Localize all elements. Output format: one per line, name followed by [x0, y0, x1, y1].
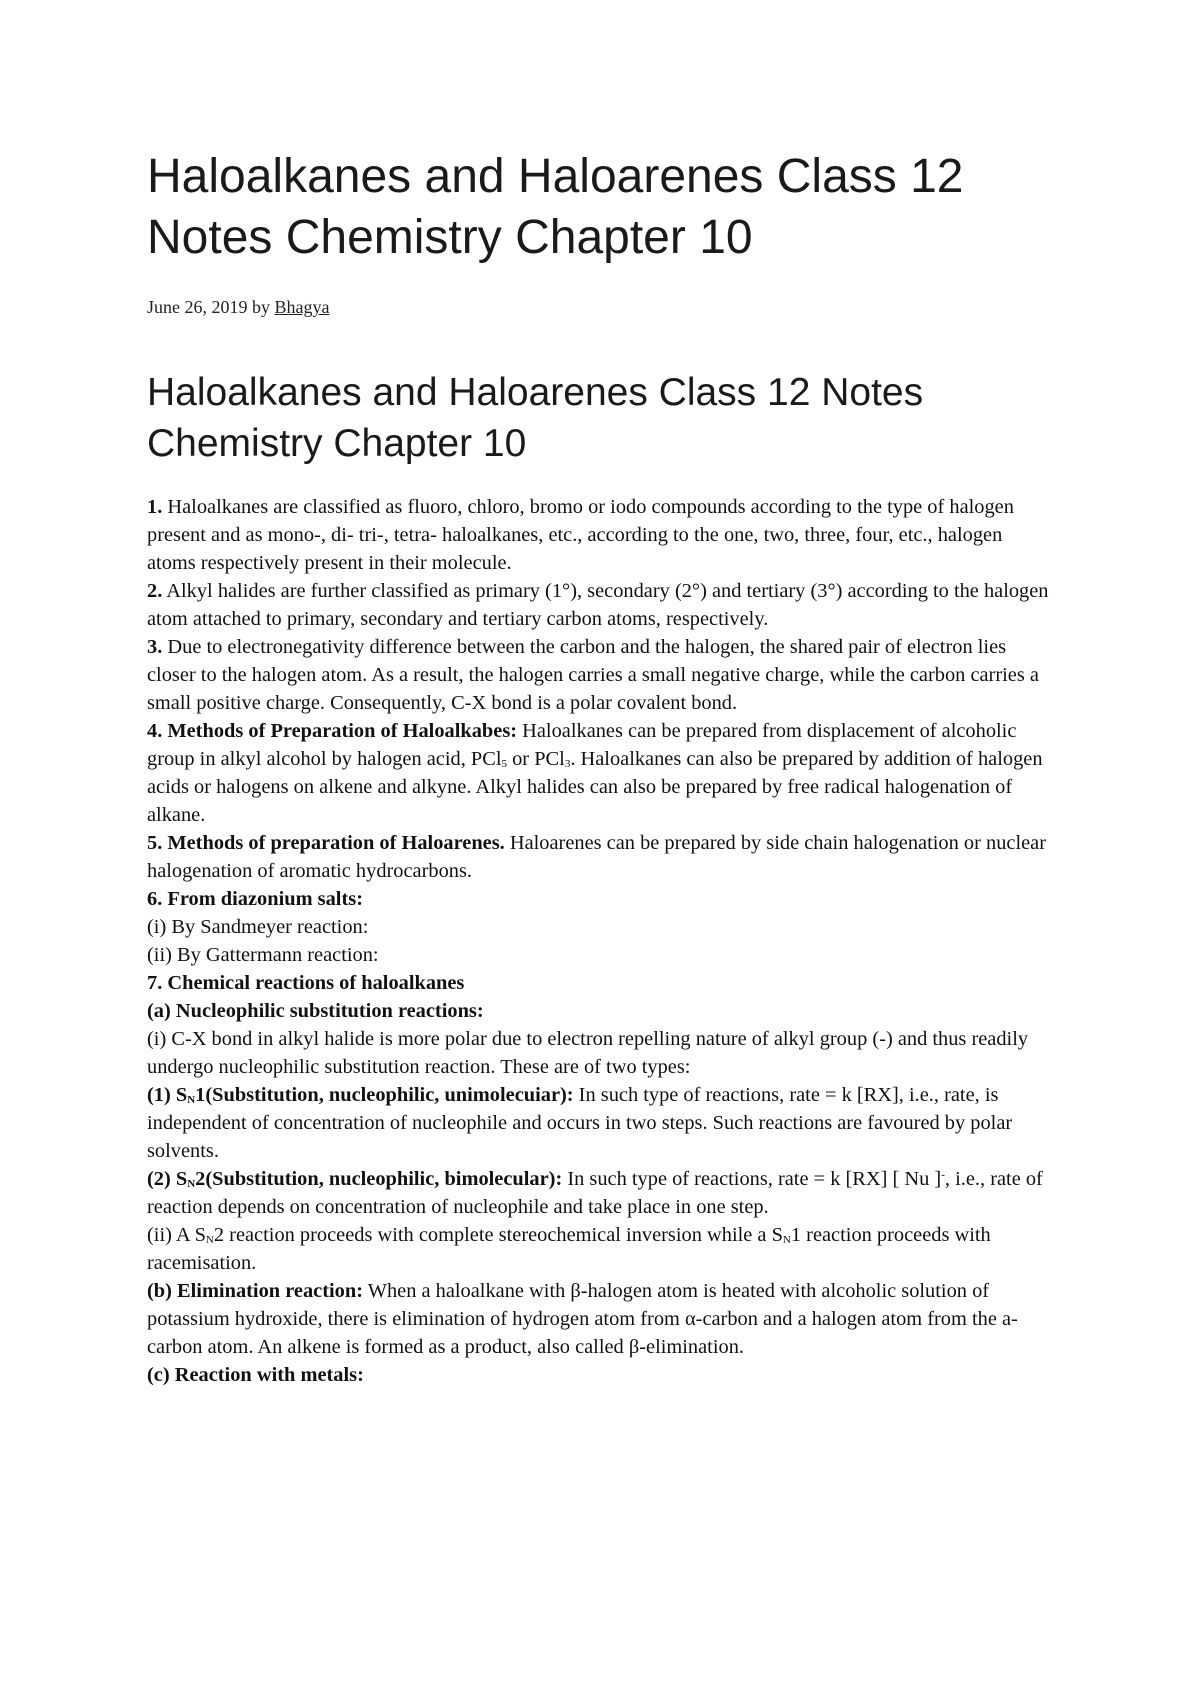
post-date: June 26, 2019 by — [147, 297, 275, 317]
paragraph-5 — [147, 829, 1052, 885]
paragraph-b — [147, 1277, 1052, 1361]
paragraph-text: Haloalkanes can be prepared from displacement of alcoholic group in alkyl alcohol by halogen acid, PCl — [147, 720, 1017, 770]
paragraph-text: 2 reaction proceeds with complete stereochemical inversion while a S — [213, 1224, 783, 1246]
paragraph-a-ii — [147, 1221, 1052, 1277]
item-number: 2. — [147, 580, 163, 602]
paragraph-text: When a haloalkane with β-halogen atom is heated with alcoholic solution of potassium hydroxide, there is elimination of hydrogen atom from α-carbon and a halogen atom from the a-carbon atom. An alkene is formed as a product, also called β-elimination. — [147, 1280, 1018, 1358]
paragraph-6-i: (i) By Sandmeyer reaction: — [147, 916, 369, 938]
paragraph-6-ii: (ii) By Gattermann reaction: — [147, 944, 379, 966]
heading-text: 1(Substitution, nucleophilic, unimolecuiar): — [195, 1084, 574, 1106]
superscript: - — [941, 1169, 945, 1181]
paragraph-sn2 — [147, 1165, 1052, 1221]
heading-text: 2(Substitution, nucleophilic, bimolecular): — [195, 1168, 563, 1190]
paragraph-6-heading — [147, 885, 1052, 913]
paragraph-4 — [147, 717, 1052, 829]
subscript: 5 — [501, 758, 508, 770]
paragraph-7-heading — [147, 969, 1052, 997]
subscript: N — [782, 1234, 791, 1246]
paragraph-3 — [147, 633, 1052, 717]
subscript: N — [187, 1094, 196, 1106]
post-meta — [147, 297, 329, 318]
subscript: 3 — [564, 758, 571, 770]
item-heading: 4. Methods of Preparation of Haloalkabes: — [147, 720, 518, 742]
item-heading: (a) Nucleophilic substitution reactions: — [147, 1000, 484, 1022]
heading-text: (1) S — [147, 1084, 188, 1106]
paragraph-text: (ii) A S — [147, 1224, 206, 1246]
item-heading: 7. Chemical reactions of haloalkanes — [147, 972, 465, 994]
item-heading: (c) Reaction with metals: — [147, 1364, 364, 1386]
paragraph-text: Haloarenes can be prepared by side chain halogenation or nuclear halogenation of aromatic hydrocarbons. — [147, 832, 1047, 882]
subscript: N — [187, 1178, 196, 1190]
paragraph-1 — [147, 493, 1052, 577]
item-number: 3. — [147, 636, 163, 658]
article-body — [147, 493, 1052, 1389]
item-heading: 5. Methods of preparation of Haloarenes. — [147, 832, 505, 854]
paragraph-a-i: (i) C-X bond in alkyl halide is more polar due to electron repelling nature of alkyl group (-) and thus readily undergo nucleophilic substitution reaction. These are of two types: — [147, 1028, 1029, 1078]
subscript: N — [205, 1234, 214, 1246]
paragraph-c-heading — [147, 1361, 1052, 1389]
paragraph-text: Haloalkanes are classified as fluoro, chloro, bromo or iodo compounds according to the type of halogen present and as mono-, di- tri-, tetra- haloalkanes, etc., according to the one, two, three, four, etc., halogen atoms respectively present in their molecule. — [147, 496, 1014, 574]
item-number: 1. — [147, 496, 163, 518]
item-heading: 6. From diazonium salts: — [147, 888, 363, 910]
heading-text: (2) S — [147, 1168, 188, 1190]
paragraph-2 — [147, 577, 1052, 633]
paragraph-sn1 — [147, 1081, 1052, 1165]
paragraph-text: In such type of reactions, rate = k [RX] [ Nu ] — [562, 1168, 942, 1190]
paragraph-text: , i.e., rate of reaction depends on concentration of nucleophile and take place in one step. — [147, 1168, 1043, 1218]
item-heading — [147, 1084, 574, 1106]
item-heading: (b) Elimination reaction: — [147, 1280, 363, 1302]
paragraph-text: Due to electronegativity difference between the carbon and the halogen, the shared pair of electron lies closer to the halogen atom. As a result, the halogen carries a small negative charge, while the carbon carries a small positive charge. Consequently, C-X bond is a polar covalent bond. — [147, 636, 1039, 714]
paragraph-text: 1 reaction proceeds with racemisation. — [147, 1224, 991, 1274]
author-link[interactable]: Bhagya — [274, 297, 330, 317]
section-heading: Haloalkanes and Haloarenes Class 12 Notes Chemistry Chapter 10 — [147, 371, 924, 465]
paragraph-text: or PCl — [507, 748, 565, 770]
page-title: Haloalkanes and Haloarenes Class 12 Notes Chemistry Chapter 10 — [147, 150, 964, 264]
paragraph-text: Alkyl halides are further classified as primary (1°), secondary (2°) and tertiary (3°) according to the halogen atom attached to primary, secondary and tertiary carbon atoms, respectively. — [147, 580, 1049, 630]
paragraph-text: . Haloalkanes can also be prepared by addition of halogen acids or halogens on alkene and alkyne. Alkyl halides can also be prepared by free radical halogenation of alkane. — [147, 748, 1043, 826]
paragraph-text: In such type of reactions, rate = k [RX], i.e., rate, is independent of concentration of nucleophile and occurs in two steps. Such reactions are favoured by polar solvents. — [147, 1084, 1013, 1162]
paragraph-a-heading — [147, 997, 1052, 1025]
item-heading — [147, 1168, 562, 1190]
